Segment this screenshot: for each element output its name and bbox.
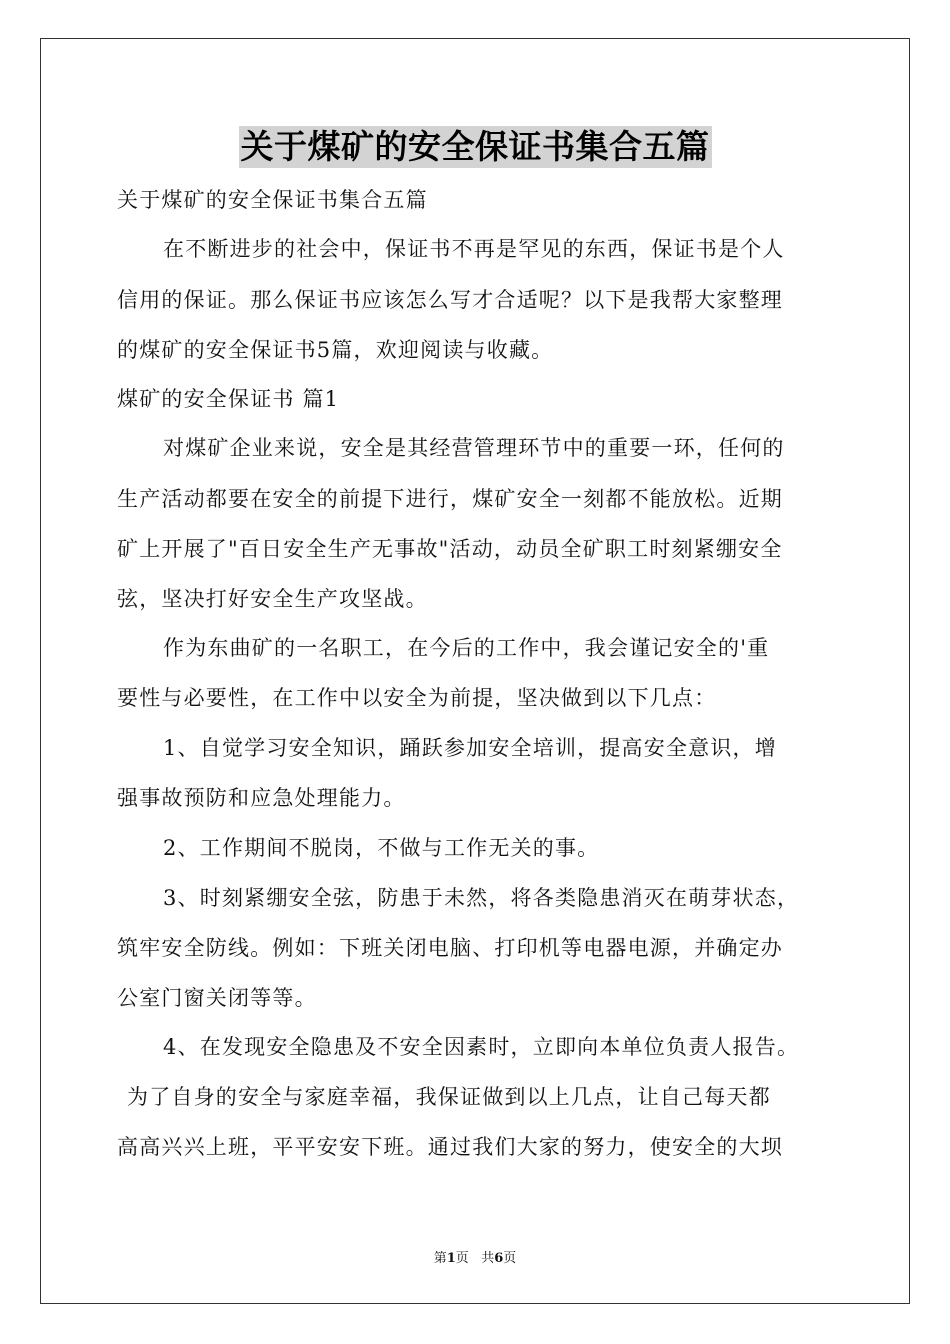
paragraph-line: 在不断进步的社会中，保证书不再是罕见的东西，保证书是个人 [163,237,785,261]
paragraph-line: 对煤矿企业来说，安全是其经营管理环节中的重要一环，任何的 [163,436,785,460]
document-title: 关于煤矿的安全保证书集合五篇 [240,127,710,166]
paragraph-line: 的煤矿的安全保证书5篇，欢迎阅读与收藏。 [117,338,554,362]
page-prefix: 第 [433,1251,447,1266]
paragraph-line: 要性与必要性，在工作中以安全为前提，坚决做到以下几点： [117,686,717,710]
list-item-line: 筑牢安全防线。例如：下班关闭电脑、打印机等电器电源，并确定办 [117,936,783,960]
page-footer [0,1247,950,1266]
list-item-line: 3、时刻紧绷安全弦，防患于未然，将各类隐患消灭在萌芽状态， [163,886,800,910]
paragraph-line: 弦，坚决打好安全生产攻坚战。 [117,587,428,611]
paragraph-line: 高高兴兴上班，平平安安下班。通过我们大家的努力，使安全的大坝 [117,1135,783,1159]
list-item-line: 强事故预防和应急处理能力。 [117,786,406,810]
paragraph-line: 为了自身的安全与家庭幸福，我保证做到以上几点，让自己每天都 [127,1085,771,1109]
total-suffix: 页 [503,1251,517,1266]
list-item-line: 公室门窗关闭等等。 [117,986,317,1010]
list-item-line: 1、自觉学习安全知识，踊跃参加安全培训，提高安全意识，增 [163,736,777,760]
page-border [40,38,910,1304]
page-number: 1 [446,1251,456,1266]
page-suffix: 页 [455,1251,469,1266]
title-container [0,126,950,168]
paragraph-line: 矿上开展了"百日安全生产无事故"活动，动员全矿职工时刻紧绷安全 [117,537,783,561]
list-item-line: 2、工作期间不脱岗，不做与工作无关的事。 [163,836,600,860]
paragraph-line: 生产活动都要在安全的前提下进行，煤矿安全一刻都不能放松。近期 [117,487,783,511]
total-pages: 6 [494,1251,504,1266]
paragraph-line: 作为东曲矿的一名职工，在今后的工作中，我会谨记安全的'重 [163,636,770,660]
subtitle-line: 关于煤矿的安全保证书集合五篇 [117,188,428,212]
paragraph-line: 信用的保证。那么保证书应该怎么写才合适呢？以下是我帮大家整理 [117,288,783,312]
list-item-line: 4、在发现安全隐患及不安全因素时，立即向本单位负责人报告。 [163,1035,800,1059]
section-heading: 煤矿的安全保证书 篇1 [117,387,340,411]
total-prefix: 共 [481,1251,495,1266]
